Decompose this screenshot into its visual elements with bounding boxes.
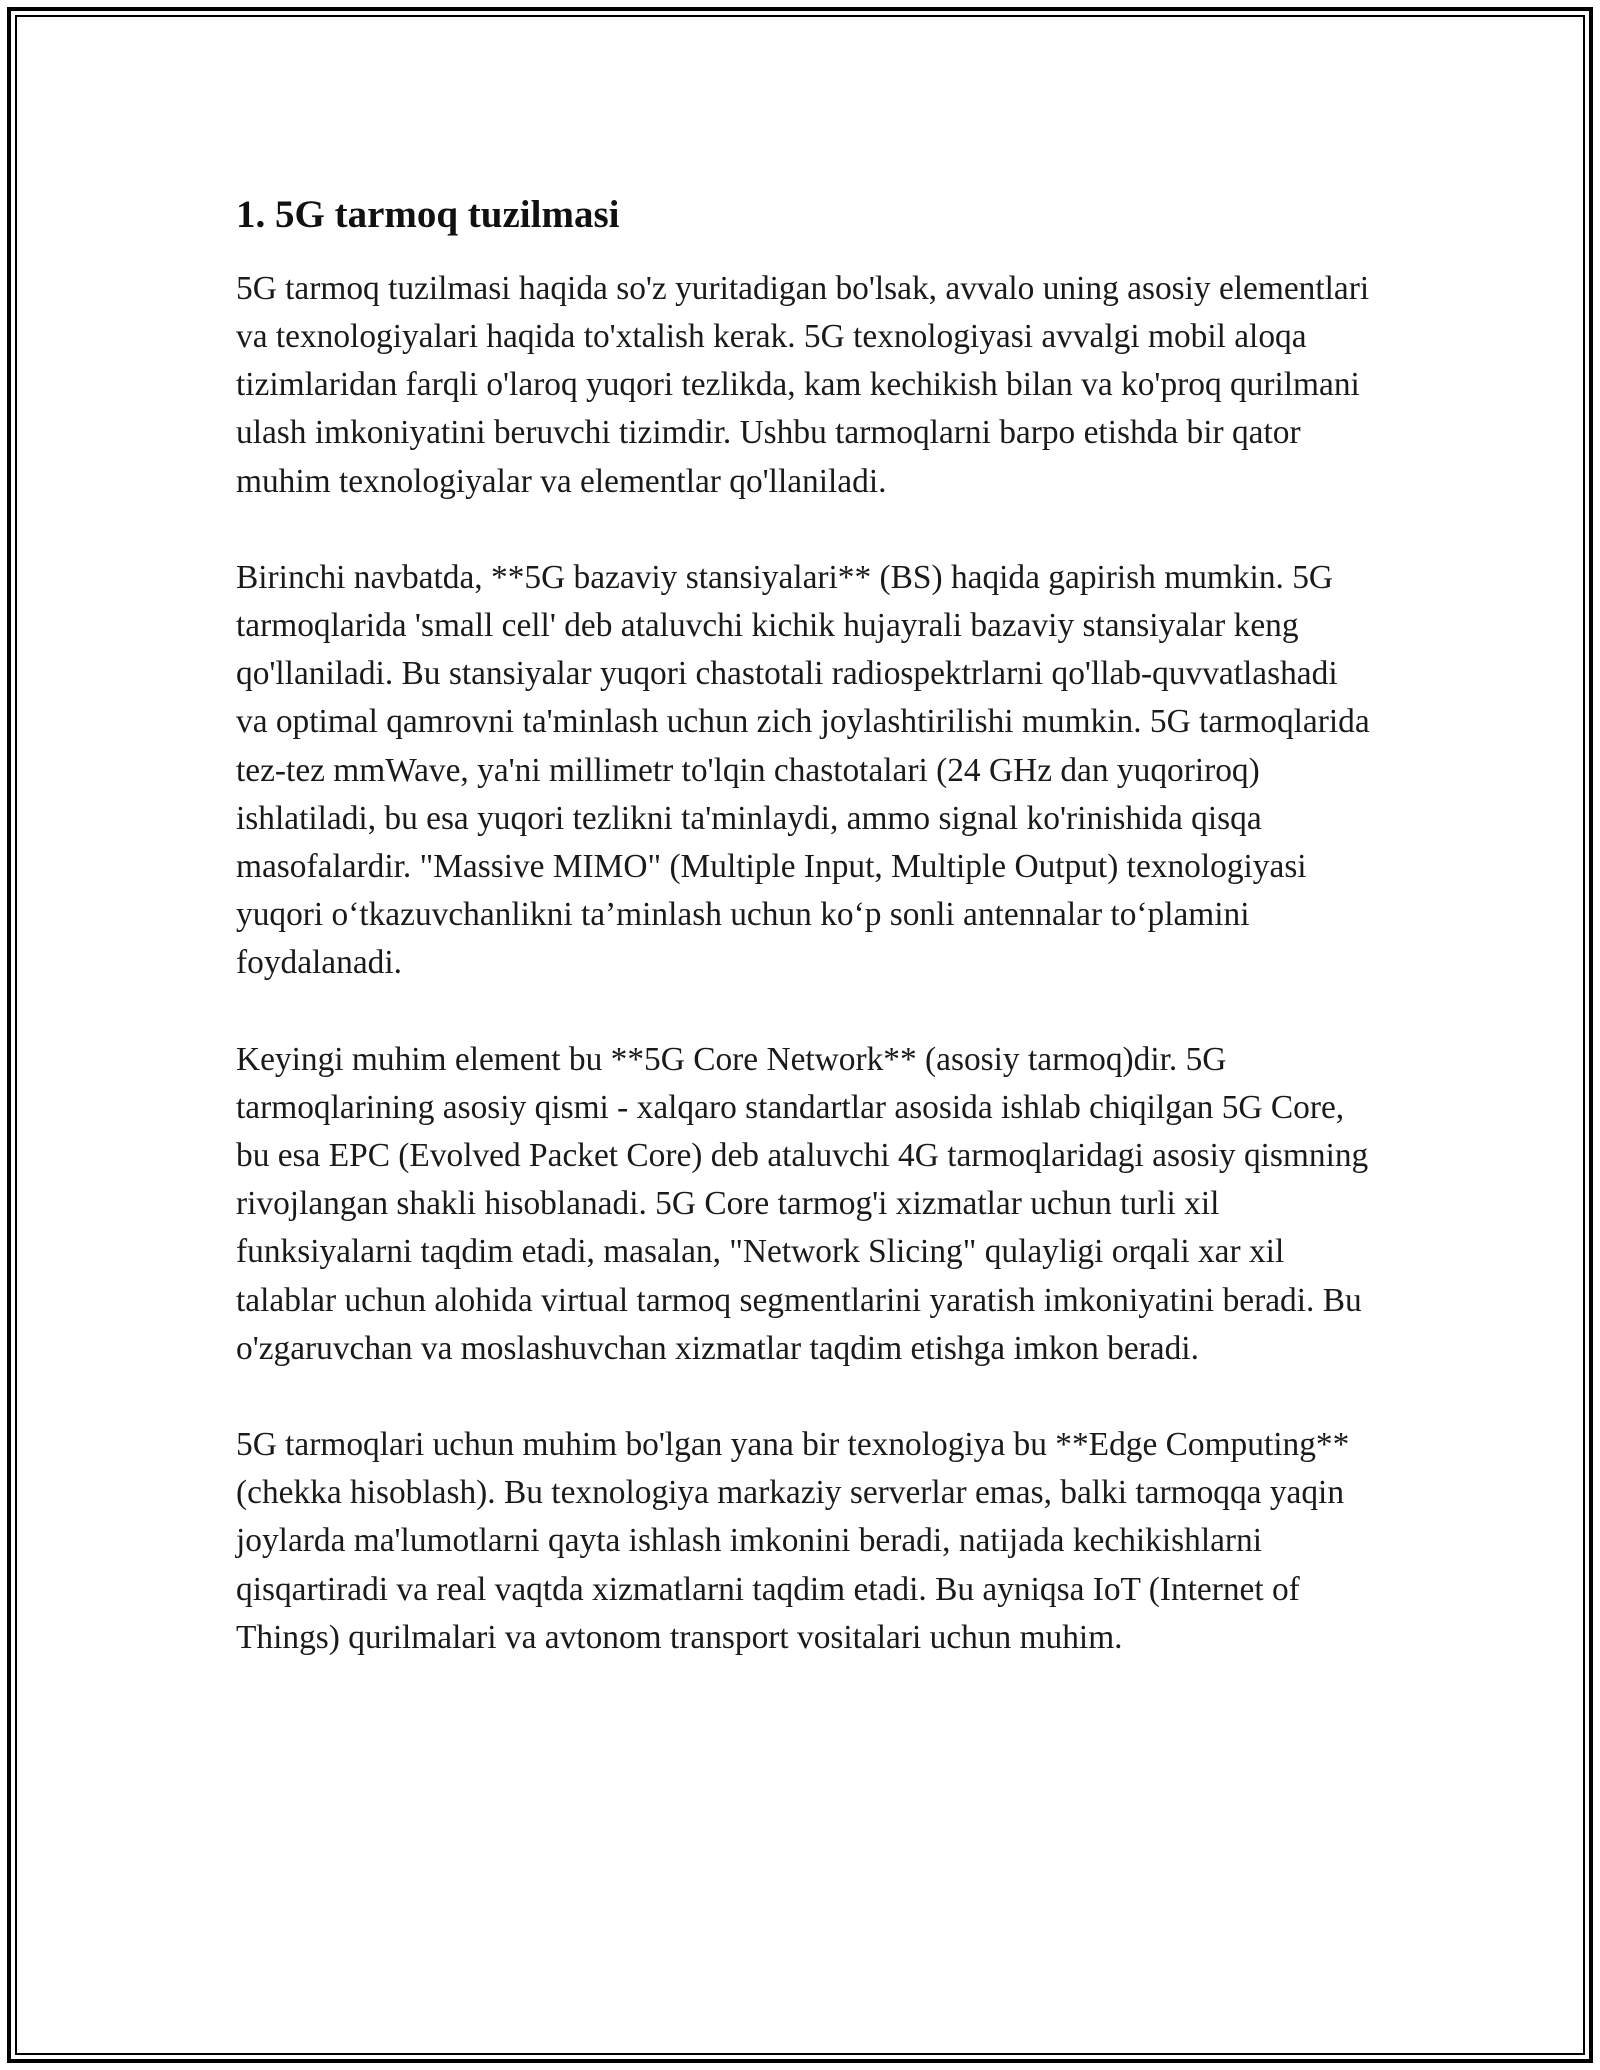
paragraph-edge-computing: 5G tarmoqlari uchun muhim bo'lgan yana bir texnologiya bu **Edge Computing** (chekka hisoblash). Bu texnologiya markaziy serverlar emas, balki tarmoqqa yaqin joylarda ma'lumotlarni qayta ishlash imkonini beradi, natijada kechikishlarni qisqartiradi va real vaqtda xizmatlarni taqdim etadi. Bu ayniqsa IoT (Internet of Things) qurilmalari va avtonom transport vositalari uchun muhim. xyxy=(236,1426,1350,1656)
paragraph-core-network: Keyingi muhim element bu **5G Core Network** (asosiy tarmoq)dir. 5G tarmoqlarining asosiy qismi - xalqaro standartlar asosida ishlab chiqilgan 5G Core, bu esa EPC (Evolved Packet Core) deb ataluvchi 4G tarmoqlaridagi asosiy qismning rivojlangan shakli hisoblanadi. 5G Core tarmog'i xizmatlar uchun turli xil funksiyalarni taqdim etadi, masalan, "Network Slicing" qulayligi orqali xar xil talablar uchun alohida virtual tarmoq segmentlarini yaratish imkoniyatini beradi. Bu o'zgaruvchan va moslashuvchan xizmatlar taqdim etishga imkon beradi. xyxy=(236,1040,1369,1367)
document-body xyxy=(236,178,1376,1710)
section-heading: 1. 5G tarmoq tuzilmasi xyxy=(236,193,620,236)
paragraph-intro: 5G tarmoq tuzilmasi haqida so'z yuritadigan bo'lsak, avvalo uning asosiy elementlari va texnologiyalari haqida to'xtalish kerak. 5G texnologiyasi avvalgi mobil aloqa tizimlaridan farqli o'laroq yuqori tezlikda, kam kechikish bilan va ko'proq qurilmani ulash imkoniyatini beruvchi tizimdir. Ushbu tarmoqlarni barpo etishda bir qator muhim texnologiyalar va elementlar qo'llaniladi. xyxy=(236,269,1370,500)
paragraph-base-stations: Birinchi navbatda, **5G bazaviy stansiyalari** (BS) haqida gapirish mumkin. 5G tarmoqlarida 'small cell' deb ataluvchi kichik hujayrali bazaviy stansiyalar keng qo'llaniladi. Bu stansiyalar yuqori chastotali radiospektrlarni qo'llab-quvvatlashadi va optimal qamrovni ta'minlash uchun zich joylashtirilishi mumkin. 5G tarmoqlarida tez-tez mmWave, ya'ni millimetr to'lqin chastotalari (24 GHz dan yuqoriroq) ishlatiladi, bu esa yuqori tezlikni ta'minlaydi, ammo signal ko'rinishida qisqa masofalardir. "Massive MIMO" (Multiple Input, Multiple Output) texnologiyasi yuqori o‘tkazuvchanlikni ta’minlash uchun ko‘p sonli antennalar to‘plamini foydalanadi. xyxy=(236,558,1370,982)
